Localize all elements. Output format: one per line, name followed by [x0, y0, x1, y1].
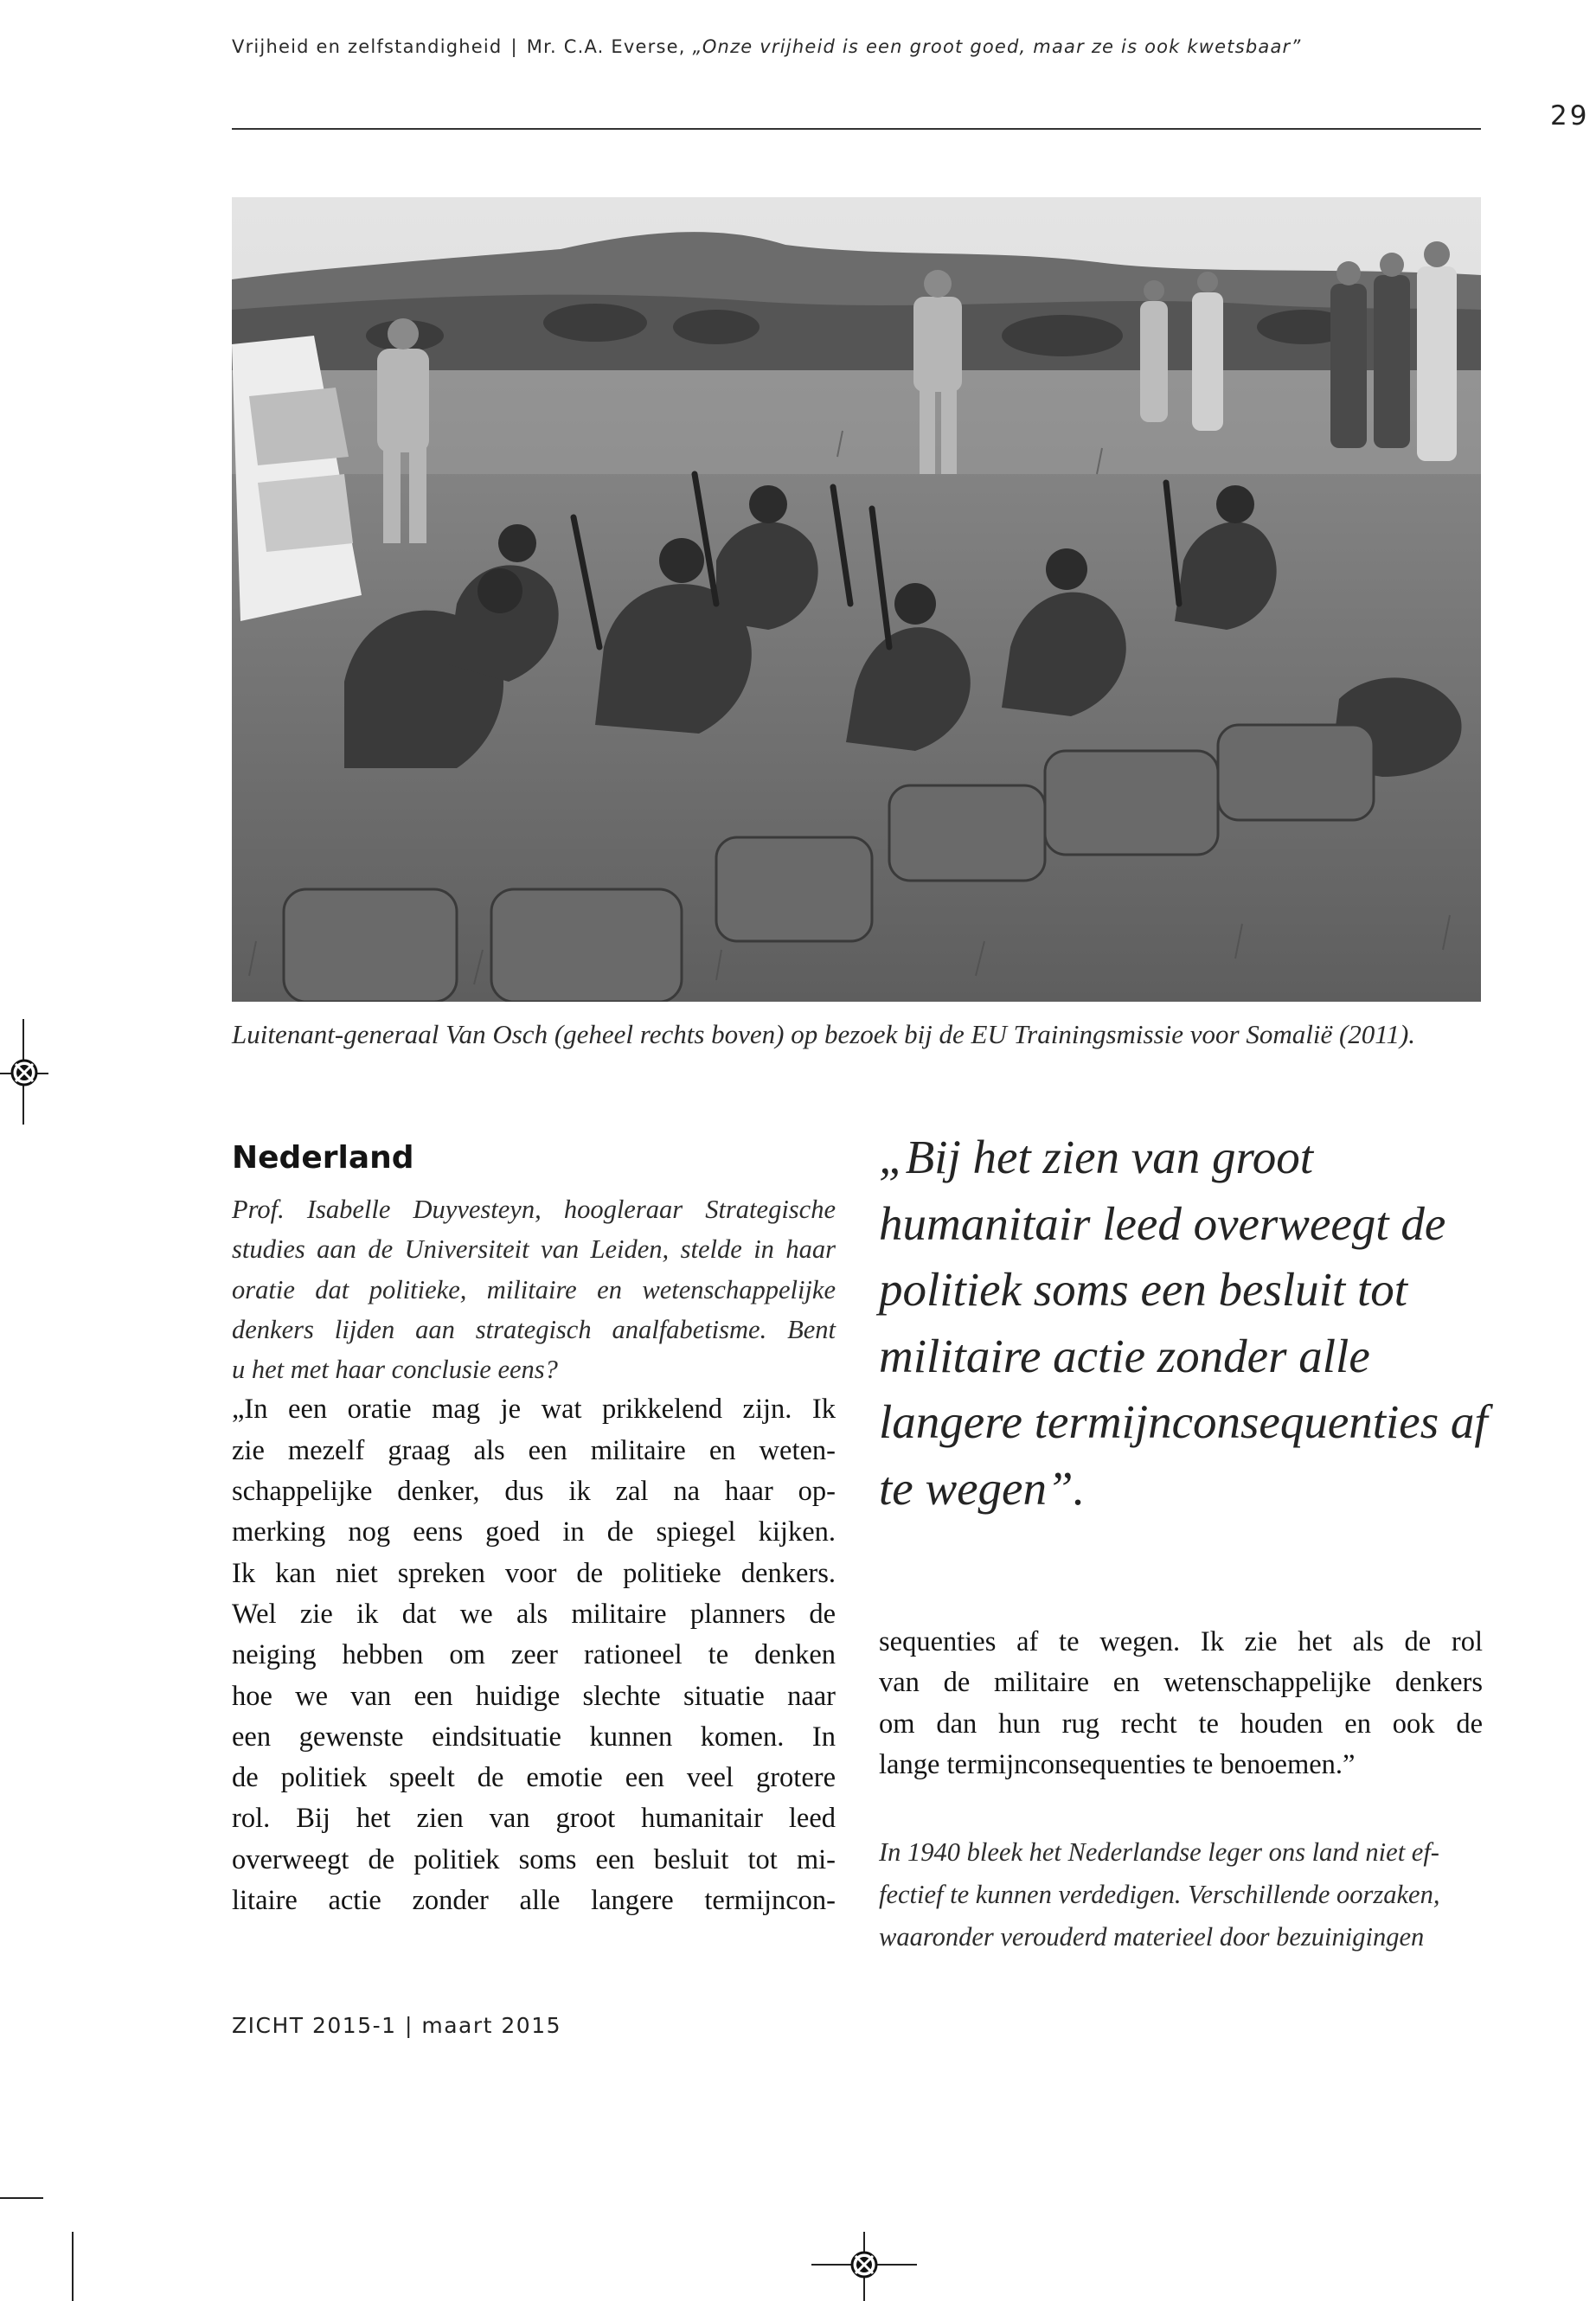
interview-answer-line: de politiek speelt de emotie een veel grotere	[232, 1762, 836, 1794]
header-separator: |	[510, 36, 518, 57]
registration-mark-icon	[0, 1048, 48, 1097]
interview-question-line: studies aan de Universiteit van Leiden, stelde in haar	[232, 1234, 836, 1265]
interview-answer-line: lange termijnconsequenties te benoemen.”	[879, 1748, 1356, 1780]
interview-question-line: oratie dat politieke, militaire en wetenschappelijke	[232, 1274, 836, 1304]
interview-answer-line: zie mezelf graag als een militaire en weten-	[232, 1434, 836, 1466]
section-heading: Nederland	[232, 1140, 414, 1176]
pull-quote-line: „Bij het zien van groot	[879, 1131, 1314, 1183]
pull-quote-line: militaire actie zonder alle	[879, 1329, 1370, 1382]
article-photo	[232, 197, 1481, 1002]
footer-magazine: ZICHT 2015-1	[232, 2013, 397, 2038]
interview-answer-line: Wel zie ik dat we als militaire planners de	[232, 1598, 836, 1630]
footer-separator: |	[404, 2013, 422, 2038]
right-column-answer	[879, 1622, 1483, 1785]
interview-question-line: u het met haar conclusie eens?	[232, 1355, 558, 1385]
right-column-question	[879, 1831, 1483, 1958]
registration-mark-icon	[840, 2240, 888, 2289]
interview-answer-line: rol. Bij het zien van groot humanitair leed	[232, 1803, 836, 1835]
page-number: 29	[1550, 100, 1590, 131]
interview-answer-line: litaire actie zonder alle langere termijncon-	[232, 1885, 836, 1917]
interview-answer-line: hoe we van een huidige slechte situatie naar	[232, 1680, 836, 1712]
interview-answer-line: van de militaire en wetenschappelijke denkers	[879, 1667, 1483, 1699]
pull-quote-line: politiek soms een besluit tot	[879, 1263, 1408, 1316]
pull-quote-line: langere termijnconsequenties af	[879, 1395, 1488, 1448]
photo-caption: Luitenant-generaal Van Osch (geheel rechts boven) op bezoek bij de EU Trainingsmissie voor Somalië (2011).	[232, 1019, 1416, 1049]
running-header	[232, 36, 1486, 57]
interview-answer-line: merking nog eens goed in de spiegel kijken.	[232, 1516, 836, 1548]
header-author: Mr. C.A. Everse,	[526, 36, 686, 57]
footer	[232, 2013, 561, 2038]
left-column	[232, 1189, 836, 1921]
interview-answer-line: overweegt de politiek soms een besluit tot mi-	[232, 1843, 836, 1875]
pull-quote-line: humanitair leed overweegt de	[879, 1196, 1446, 1250]
interview-answer-line: sequenties af te wegen. Ik zie het als de rol	[879, 1626, 1483, 1657]
interview-answer-line: schappelijke denker, dus ik zal na haar op-	[232, 1476, 836, 1508]
header-article-title: „Onze vrijheid is een groot goed, maar ze is ook kwetsbaar”	[692, 36, 1302, 57]
header-rule	[232, 128, 1481, 130]
interview-question-line: fectief te kunnen verdedigen. Verschillende oorzaken,	[879, 1880, 1440, 1909]
pull-quote-line: te wegen”.	[879, 1461, 1086, 1515]
footer-date: maart 2015	[421, 2013, 562, 2038]
interview-answer-line: om dan hun rug recht te houden en ook de	[879, 1708, 1483, 1740]
crop-mark-line	[0, 2197, 43, 2199]
interview-question-line: waaronder verouderd materieel door bezuinigingen	[879, 1922, 1425, 1952]
interview-answer-line: „In een oratie mag je wat prikkelend zijn. Ik	[232, 1394, 836, 1426]
crop-mark-line	[72, 2232, 74, 2301]
interview-question-line: In 1940 bleek het Nederlandse leger ons land niet ef-	[879, 1837, 1439, 1867]
header-section: Vrijheid en zelfstandigheid	[232, 36, 503, 57]
interview-answer-line: een gewenste eindsituatie kunnen komen. In	[232, 1721, 836, 1753]
interview-question-line: Prof. Isabelle Duyvesteyn, hoogleraar Strategische	[232, 1195, 836, 1224]
interview-answer-line: neiging hebben om zeer rationeel te denken	[232, 1639, 836, 1671]
interview-answer-line: Ik kan niet spreken voor de politieke denkers.	[232, 1557, 836, 1589]
pull-quote	[879, 1125, 1502, 1522]
interview-question-line: denkers lijden aan strategisch analfabetisme. Bent	[232, 1314, 836, 1344]
